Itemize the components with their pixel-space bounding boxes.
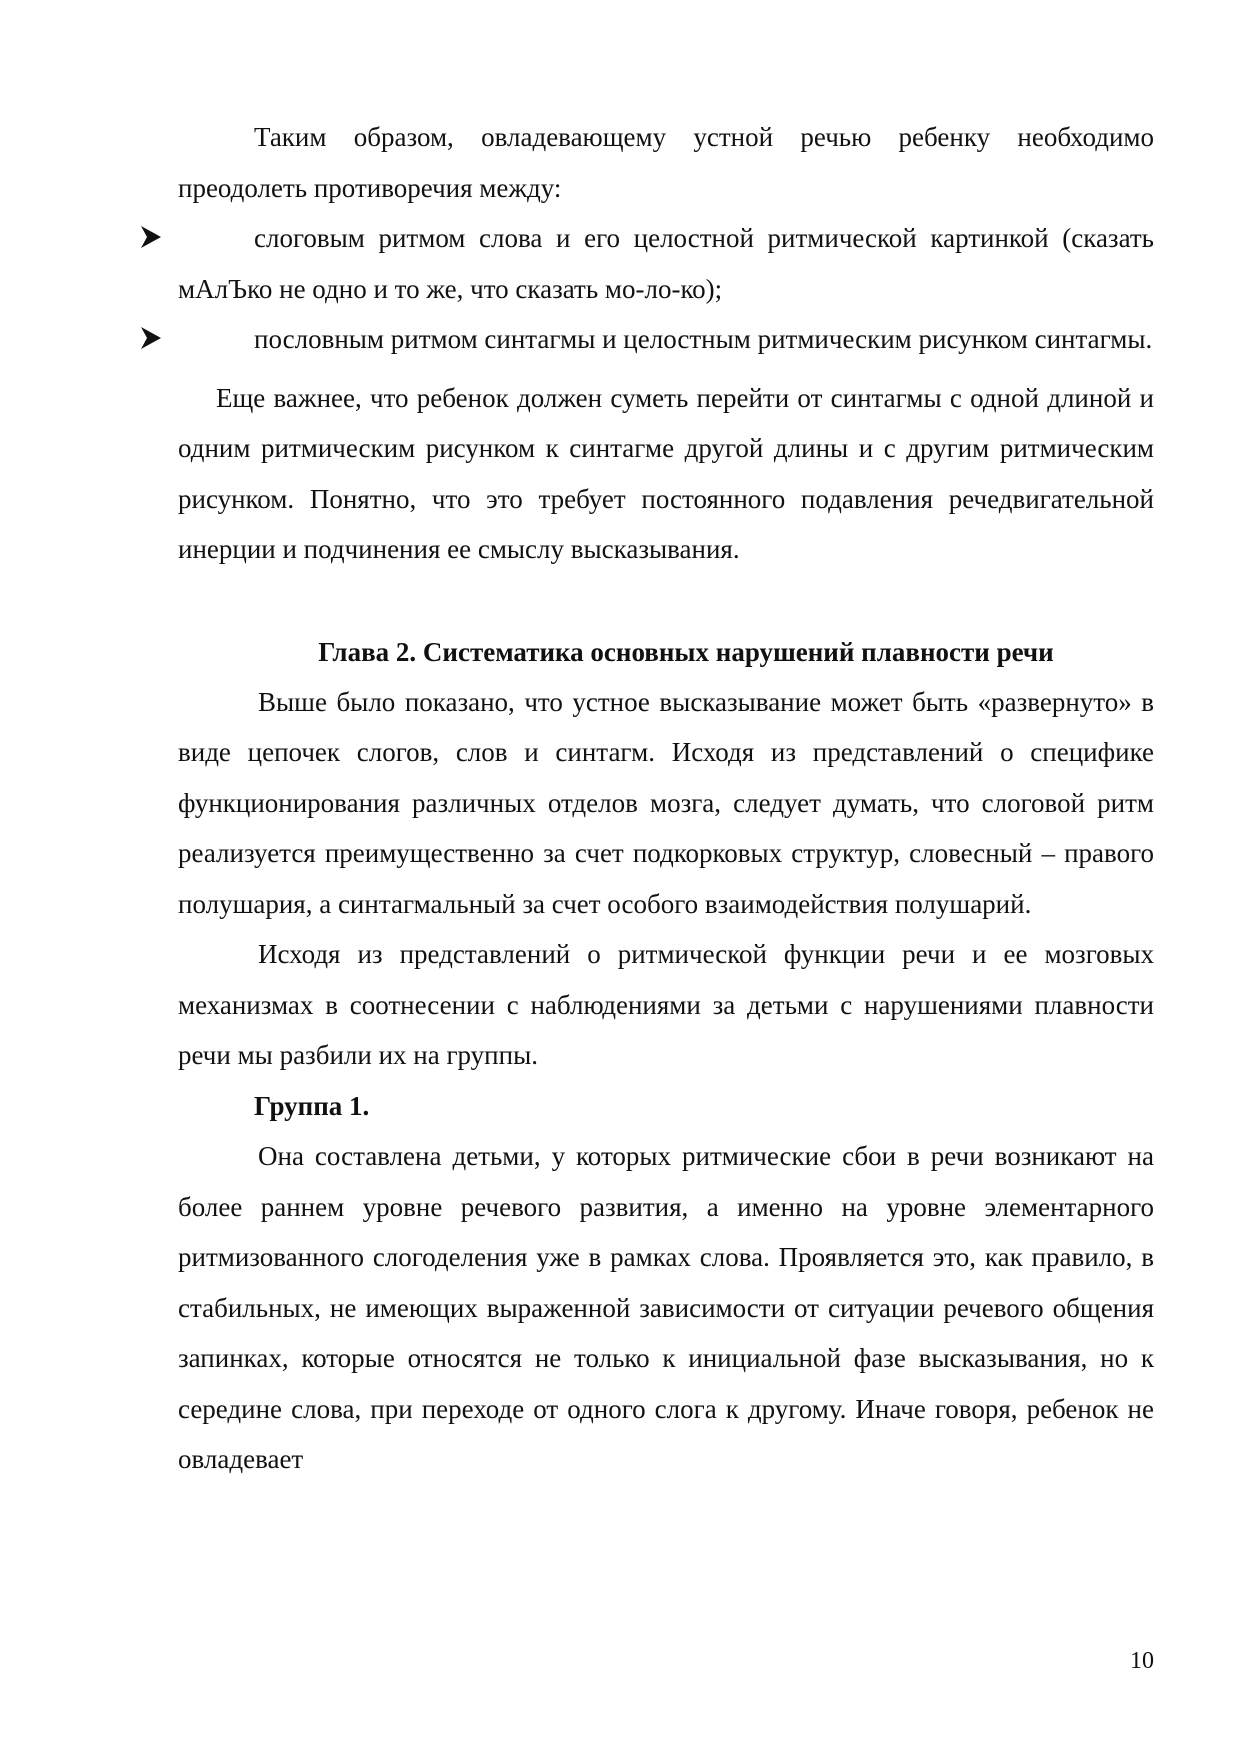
arrowhead-bullet-icon: [140, 225, 162, 249]
group-paragraph: Она составлена детьми, у которых ритмические сбои в речи возникают на более раннем уровне речевого развития, а именно на уровне элементарного ритмизованного слогоделения уже в рамках слова. Проявляется это, как правило, в стабильных, не имеющих выраженной зависимости от ситуации речевого общения запинках, которые относятся не только к инициальной фазе высказывания, но к середине слова, при переходе от одного слога к другому. Иначе говоря, ребенок не овладевает: [178, 1141, 1154, 1474]
group-title: Группа 1.: [254, 1090, 370, 1121]
chapter-paragraph-1: Выше было показано, что устное высказывание может быть «развернуто» в виде цепочек слогов, слов и синтагм. Исходя из представлений о специфике функционирования различных отделов мозга, следует думать, что слоговой ритм реализуется преимущественно за счет подкорковых структур, словесный – правого полушария, а синтагмальный за счет особого взаимодействия полушарий.: [178, 686, 1154, 919]
bullet-item-text: пословным ритмом синтагмы и целостным ритмическим рисунком синтагмы.: [254, 324, 1153, 354]
paragraph-2: Еще важнее, что ребенок должен суметь перейти от синтагмы с одной длиной и одним ритмическим рисунком к синтагме другой длины и с другим ритмическим рисунком. Понятно, что это требует постоянного подавления речедвигательной инерции и подчинения ее смыслу высказывания.: [178, 382, 1154, 564]
chapter-paragraph-2: Исходя из представлений о ритмической функции речи и ее мозговых механизмах в соотнесении с наблюдениями за детьми с нарушениями плавности речи мы разбили их на группы.: [178, 939, 1154, 1070]
arrowhead-bullet-icon: [140, 326, 162, 350]
bullet-item-1: [178, 213, 1154, 314]
bullet-item-2: [178, 314, 1154, 365]
chapter-heading: Глава 2. Систематика основных нарушений плавности речи: [318, 636, 1054, 667]
intro-paragraph: Таким образом, овладевающему устной речью ребенку необходимо преодолеть противоречия между:: [178, 122, 1154, 203]
bullet-item-text: слоговым ритмом слова и его целостной ритмической картинкой (сказать мАлЪко не одно и то же, что сказать мо-ло-ко);: [178, 223, 1154, 304]
text-column: [178, 112, 1154, 1485]
page-number: 10: [1130, 1648, 1154, 1674]
